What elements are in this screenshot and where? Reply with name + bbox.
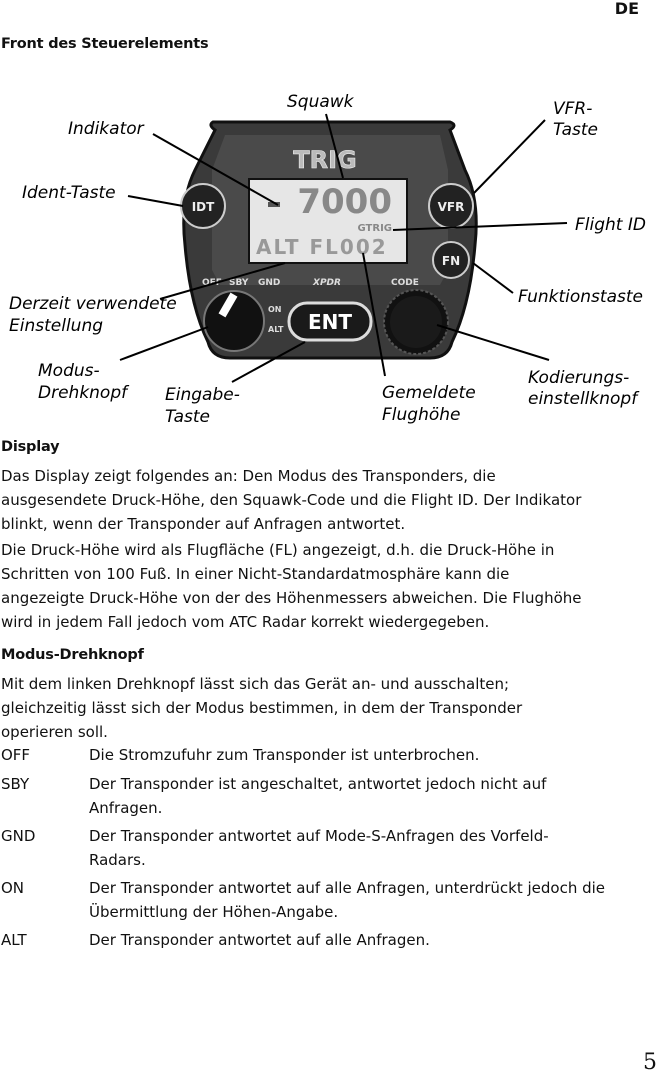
display-paragraph-1 — [1, 464, 661, 536]
mode-label-alt: ALT — [268, 325, 284, 334]
text-line: Die Druck-Höhe wird als Flugfläche (FL) angezeigt, d.h. die Druck-Höhe in — [1, 541, 555, 559]
text-line: Übermittlung der Höhen-Angabe. — [89, 903, 339, 921]
transponder-front-figure — [0, 80, 661, 430]
enter-button-label: ENT — [307, 310, 353, 334]
text-line: gleichzeitig lässt sich der Modus bestimmen, in dem der Transponder — [1, 699, 523, 717]
mode-label-on: ON — [268, 305, 282, 314]
text-line: Anfragen. — [89, 799, 163, 817]
mode-term-on: ON — [1, 879, 25, 897]
mode-desc-off — [89, 743, 661, 767]
text-line: Der Transponder ist angeschaltet, antwortet jedoch nicht auf — [89, 775, 547, 793]
mode-label-off: OFF — [202, 278, 222, 288]
label-eingabe-line2: Taste — [165, 407, 210, 427]
mode-desc-sby — [89, 772, 661, 820]
section-heading-display: Display — [1, 439, 60, 455]
label-modus-line2: Drehknopf — [38, 383, 128, 403]
code-knob[interactable] — [384, 290, 448, 354]
text-line: blinkt, wenn der Transponder auf Anfragen antwortet. — [1, 515, 406, 533]
text-line: ausgesendete Druck-Höhe, den Squawk-Code und die Flight ID. Der Indikator — [1, 491, 582, 509]
text-line: angezeigte Druck-Höhe von der des Höhenmessers abweichen. Die Flughöhe — [1, 589, 582, 607]
display-squawk: 7000 — [297, 182, 392, 222]
text-line: Die Stromzufuhr zum Transponder ist unterbrochen. — [89, 746, 480, 764]
display-paragraph-2 — [1, 538, 661, 634]
label-vfr-line1: VFR- — [553, 99, 593, 119]
section-heading-front: Front des Steuerelements — [1, 36, 209, 52]
label-modus-line1: Modus- — [38, 361, 100, 381]
mode-term-off: OFF — [1, 746, 31, 764]
mode-term-sby: SBY — [1, 775, 30, 793]
label-gemeldete-line2: Flughöhe — [382, 405, 461, 425]
ident-button-label: IDT — [191, 200, 215, 214]
mode-desc-gnd — [89, 824, 661, 872]
label-vfr-line2: Taste — [553, 120, 598, 140]
label-derzeit-line2: Einstellung — [9, 316, 104, 336]
mode-desc-on — [89, 876, 661, 924]
label-kodierung-line1: Kodierungs- — [528, 368, 630, 388]
vfr-button-label: VFR — [437, 200, 465, 214]
text-line: operieren soll. — [1, 723, 108, 741]
modus-intro-paragraph — [1, 672, 661, 744]
display-altitude: ALT FL002 — [256, 235, 388, 259]
function-button-label: FN — [441, 254, 461, 268]
vfr-button[interactable] — [429, 184, 473, 228]
code-label: CODE — [391, 278, 419, 288]
label-squawk: Squawk — [287, 92, 354, 112]
label-derzeit-line1: Derzeit verwendete — [9, 294, 177, 314]
mode-label-gnd: GND — [258, 278, 281, 288]
ident-button[interactable] — [181, 184, 225, 228]
page-number: 5 — [643, 1050, 657, 1075]
text-line: wird in jedem Fall jedoch vom ATC Radar korrekt wiedergegeben. — [1, 613, 490, 631]
mode-desc-alt — [89, 928, 661, 952]
label-gemeldete-line1: Gemeldete — [382, 383, 476, 403]
language-tag: DE — [614, 0, 639, 18]
label-indikator: Indikator — [68, 119, 144, 139]
text-line: Der Transponder antwortet auf alle Anfragen, unterdrückt jedoch die — [89, 879, 606, 897]
label-ident: Ident-Taste — [22, 183, 116, 203]
label-kodierung-line2: einstellknopf — [528, 389, 638, 409]
mode-label-sby: SBY — [229, 278, 249, 288]
label-flight-id: Flight ID — [575, 215, 646, 235]
display-flight-id: GTRIG — [357, 223, 392, 234]
text-line: Schritten von 100 Fuß. In einer Nicht-Standardatmosphäre kann die — [1, 565, 510, 583]
label-funktion: Funktionstaste — [518, 287, 643, 307]
mode-term-gnd: GND — [1, 827, 36, 845]
text-line: Der Transponder antwortet auf alle Anfragen. — [89, 931, 430, 949]
label-eingabe-line1: Eingabe- — [165, 385, 240, 405]
mode-term-alt: ALT — [1, 931, 27, 949]
mode-knob[interactable] — [204, 291, 264, 351]
text-line: Der Transponder antwortet auf Mode-S-Anfragen des Vorfeld- — [89, 827, 549, 845]
brand-logo: TRIG — [293, 146, 357, 174]
transponder-device — [181, 122, 476, 358]
xpdr-label: XPDR — [313, 278, 341, 288]
text-line: Radars. — [89, 851, 146, 869]
function-button[interactable] — [433, 242, 469, 278]
enter-button[interactable] — [289, 303, 371, 340]
text-line: Das Display zeigt folgendes an: Den Modus des Transponders, die — [1, 467, 496, 485]
section-heading-modus: Modus-Drehknopf — [1, 647, 144, 663]
text-line: Mit dem linken Drehknopf lässt sich das Gerät an- und ausschalten; — [1, 675, 510, 693]
